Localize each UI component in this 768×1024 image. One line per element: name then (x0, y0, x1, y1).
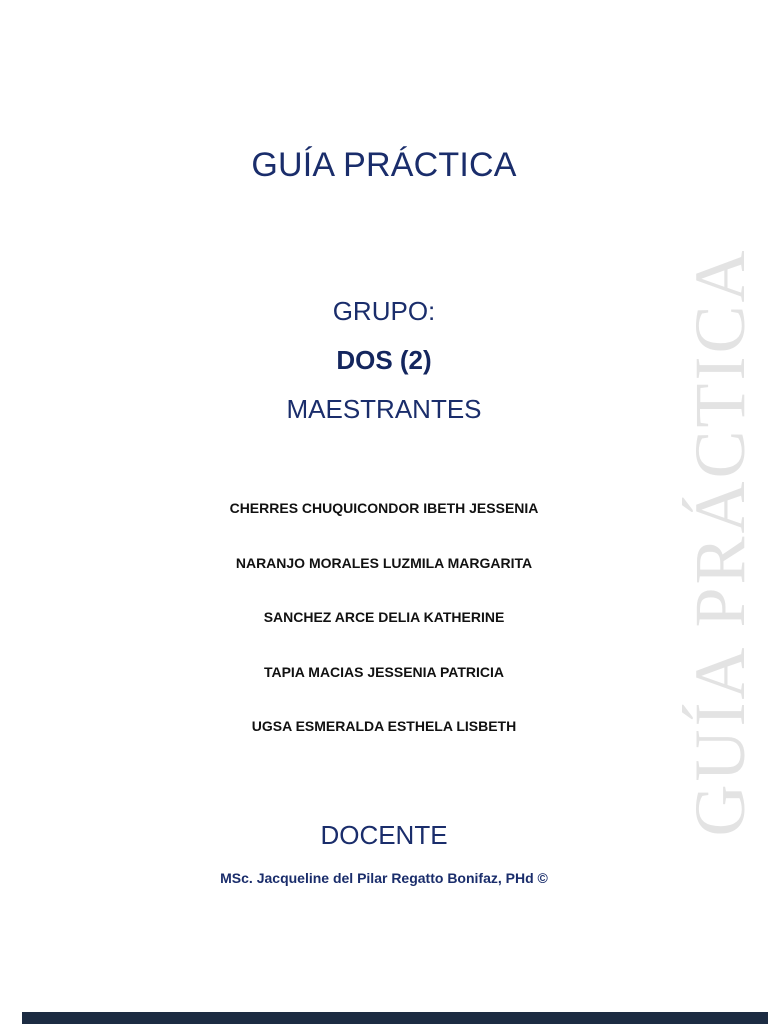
student-name: SANCHEZ ARCE DELIA KATHERINE (263, 609, 505, 625)
group-value: DOS (2) (336, 345, 432, 375)
student-name: TAPIA MACIAS JESSENIA PATRICIA (263, 663, 505, 680)
document-title: GUÍA PRÁCTICA (251, 146, 517, 184)
teacher-name: MSc. Jacqueline del Pilar Regatto Bonifaz, PHd © (220, 870, 548, 886)
student-name: NARANJO MORALES LUZMILA MARGARITA (235, 554, 533, 571)
student-name: UGSA ESMERALDA ESTHELA LISBETH (251, 718, 517, 734)
side-watermark: GUÍA PRÁCTICA (680, 247, 760, 837)
student-name: CHERRES CHUQUICONDOR IBETH JESSENIA (229, 500, 539, 516)
students-label: MAESTRANTES (286, 394, 482, 424)
group-label: GRUPO: (332, 296, 436, 326)
footer-bar (22, 1012, 768, 1024)
students-list (0, 499, 768, 772)
teacher-label: DOCENTE (320, 820, 448, 850)
